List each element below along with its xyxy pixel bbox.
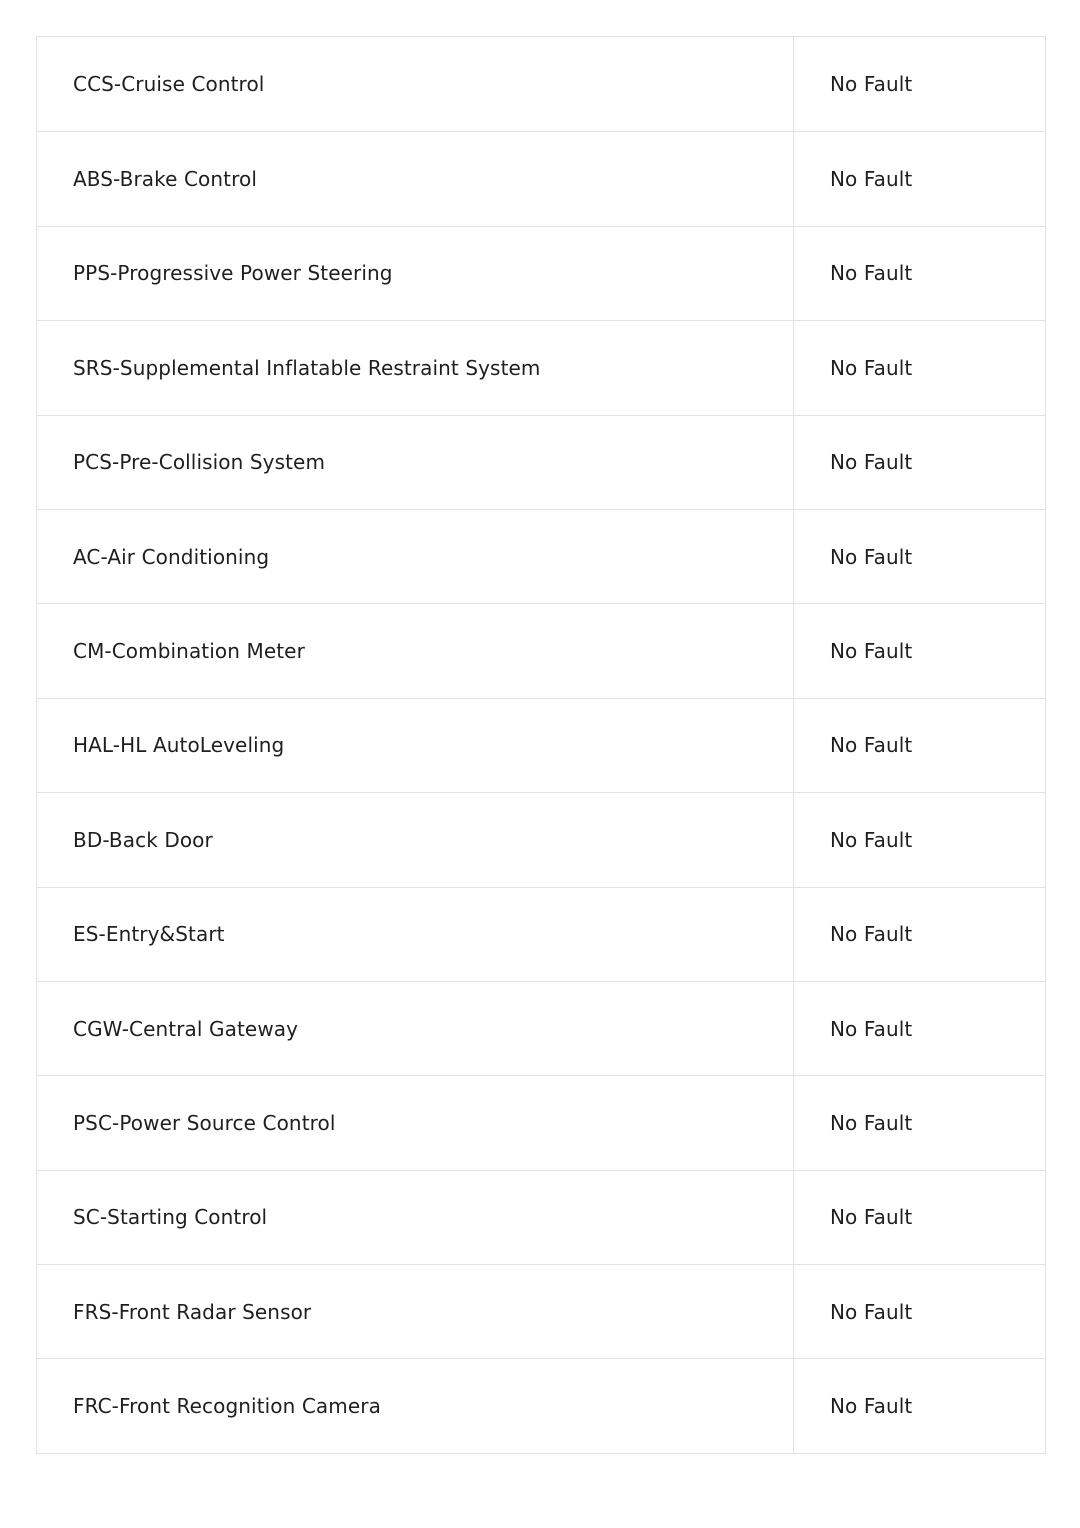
- table-row: [37, 226, 1045, 320]
- fault-status-cell: No Fault: [830, 544, 913, 569]
- system-name-cell: ES-Entry&Start: [37, 888, 794, 981]
- table-row: [37, 415, 1045, 509]
- table-row: [37, 1358, 1045, 1452]
- fault-status-cell: No Fault: [830, 167, 913, 192]
- system-name-cell: FRC-Front Recognition Camera: [37, 1359, 794, 1452]
- system-name-cell: AC-Air Conditioning: [37, 510, 794, 603]
- fault-status-cell: No Fault: [830, 1016, 913, 1041]
- system-name-cell: SRS-Supplemental Inflatable Restraint System: [37, 321, 794, 414]
- table-row: [37, 1170, 1045, 1264]
- fault-status-cell: No Fault: [830, 261, 913, 286]
- system-name-cell: CM-Combination Meter: [37, 604, 794, 697]
- system-name-cell: PPS-Progressive Power Steering: [37, 227, 794, 320]
- fault-status-cell: No Fault: [830, 922, 913, 947]
- fault-status-cell: No Fault: [830, 639, 913, 664]
- system-name-cell: CGW-Central Gateway: [37, 982, 794, 1075]
- system-name-cell: FRS-Front Radar Sensor: [37, 1265, 794, 1358]
- system-name-cell: PCS-Pre-Collision System: [37, 416, 794, 509]
- table-row: [37, 37, 1045, 131]
- table-row: [37, 1264, 1045, 1358]
- system-name-cell: CCS-Cruise Control: [37, 37, 794, 131]
- fault-status-cell: No Fault: [830, 1394, 913, 1419]
- system-name-cell: BD-Back Door: [37, 793, 794, 886]
- fault-status-cell: No Fault: [830, 450, 913, 475]
- system-name-cell: HAL-HL AutoLeveling: [37, 699, 794, 792]
- table-row: [37, 792, 1045, 886]
- fault-status-cell: No Fault: [830, 733, 913, 758]
- table-row: [37, 131, 1045, 225]
- fault-status-cell: No Fault: [830, 1110, 913, 1135]
- fault-status-cell: No Fault: [830, 72, 913, 97]
- system-name-cell: PSC-Power Source Control: [37, 1076, 794, 1169]
- table-row: [37, 887, 1045, 981]
- table-row: [37, 509, 1045, 603]
- table-row: [37, 698, 1045, 792]
- fault-status-cell: No Fault: [830, 355, 913, 380]
- table-row: [37, 320, 1045, 414]
- table-row: [37, 603, 1045, 697]
- fault-status-cell: No Fault: [830, 1205, 913, 1230]
- fault-status-cell: No Fault: [830, 1299, 913, 1324]
- system-name-cell: ABS-Brake Control: [37, 132, 794, 225]
- table-row: [37, 981, 1045, 1075]
- fault-status-cell: No Fault: [830, 827, 913, 852]
- system-name-cell: SC-Starting Control: [37, 1171, 794, 1264]
- diagnostics-table: [36, 36, 1046, 1454]
- table-row: [37, 1075, 1045, 1169]
